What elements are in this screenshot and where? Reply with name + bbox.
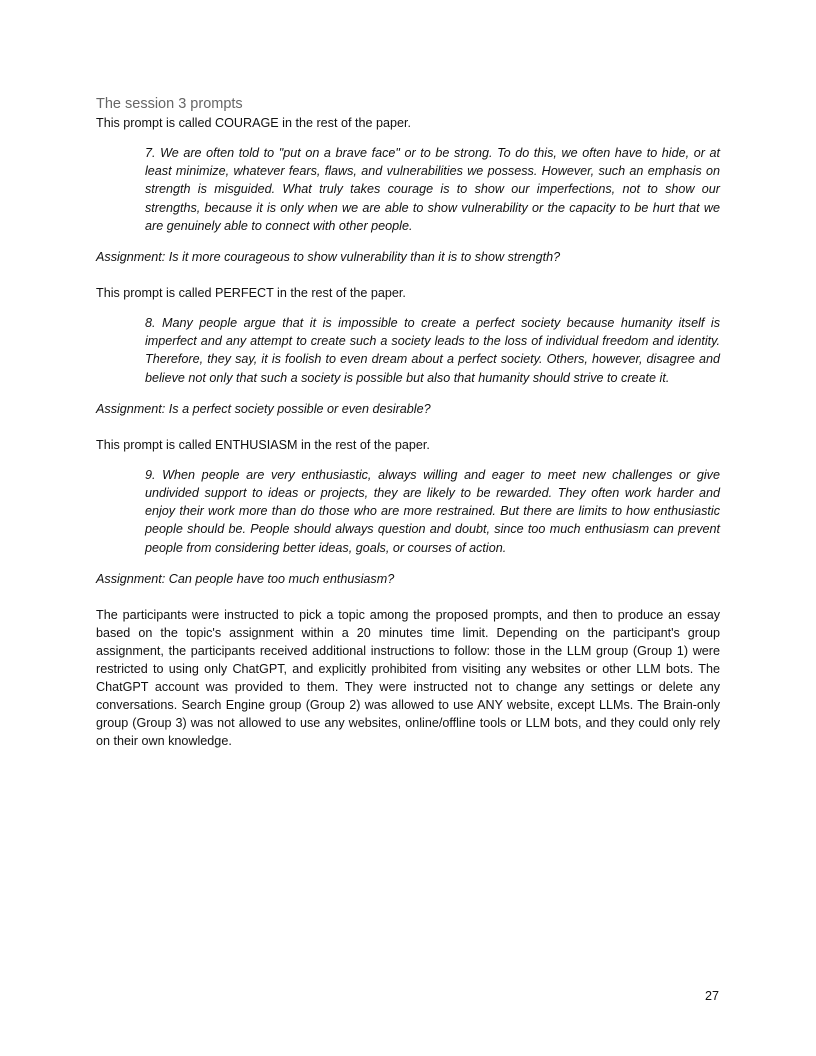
closing-paragraph: The participants were instructed to pick a topic among the proposed prompts, and then to produce an essay based on the topic's assignment within a 20 minutes time limit. Depending on the participant's group assignment, the participants received additional instructions to follow: those in the LLM group (Group 1) were restricted to using only ChatGPT, and explicitly prohibited from visiting any websites or other LLM bots. The ChatGPT account was provided to them. They were instructed not to change any settings or delete any conversations. Search Engine group (Group 2) was allowed to use ANY website, except LLMs. The Brain-only group (Group 3) was not allowed to use any websites, online/offline tools or LLM bots, and they could only rely on their own knowledge.	[96, 607, 720, 748]
assignment-perfect: Assignment: Is a perfect society possible or even desirable?	[96, 401, 431, 416]
page-content	[96, 94, 720, 750]
page-number: 27	[704, 989, 719, 1003]
prompt-intro-enthusiasm: This prompt is called ENTHUSIASM in the rest of the paper.	[96, 437, 430, 452]
section-heading: The session 3 prompts	[96, 96, 243, 112]
prompt-intro-perfect: This prompt is called PERFECT in the rest of the paper.	[96, 286, 406, 301]
assignment-courage: Assignment: Is it more courageous to show vulnerability than it is to show strength?	[96, 250, 561, 265]
prompt-quote-perfect: 8. Many people argue that it is impossible to create a perfect society because humanity itself is imperfect and any attempt to create such a society leads to the loss of individual freedom and identity. Therefore, they say, it is foolish to even dream about a perfect society. Others, however, disagree and believe not only that such a society is possible but also that humanity should strive to create it.	[145, 316, 720, 385]
assignment-enthusiasm: Assignment: Can people have too much enthusiasm?	[96, 571, 395, 586]
prompt-intro-courage: This prompt is called COURAGE in the rest of the paper.	[96, 116, 411, 130]
prompt-quote-enthusiasm: 9. When people are very enthusiastic, always willing and eager to meet new challenges or give undivided support to ideas or projects, they are likely to be rewarded. They often work harder and enjoy their work more than do those who are more restrained. But there are limits to how enthusiastic people should be. People should always question and doubt, since too much enthusiasm can prevent people from considering better ideas, goals, or courses of action.	[145, 467, 720, 555]
prompt-quote-courage: 7. We are often told to "put on a brave face" or to be strong. To do this, we often have to hide, or at least minimize, whatever fears, flaws, and vulnerabilities we possess. However, such an emphasis on strength is misguided. What truly takes courage is to show our imperfections, not to show our strengths, because it is only when we are able to show vulnerability or the capacity to be hurt that we are genuinely able to connect with other people.	[145, 146, 720, 233]
